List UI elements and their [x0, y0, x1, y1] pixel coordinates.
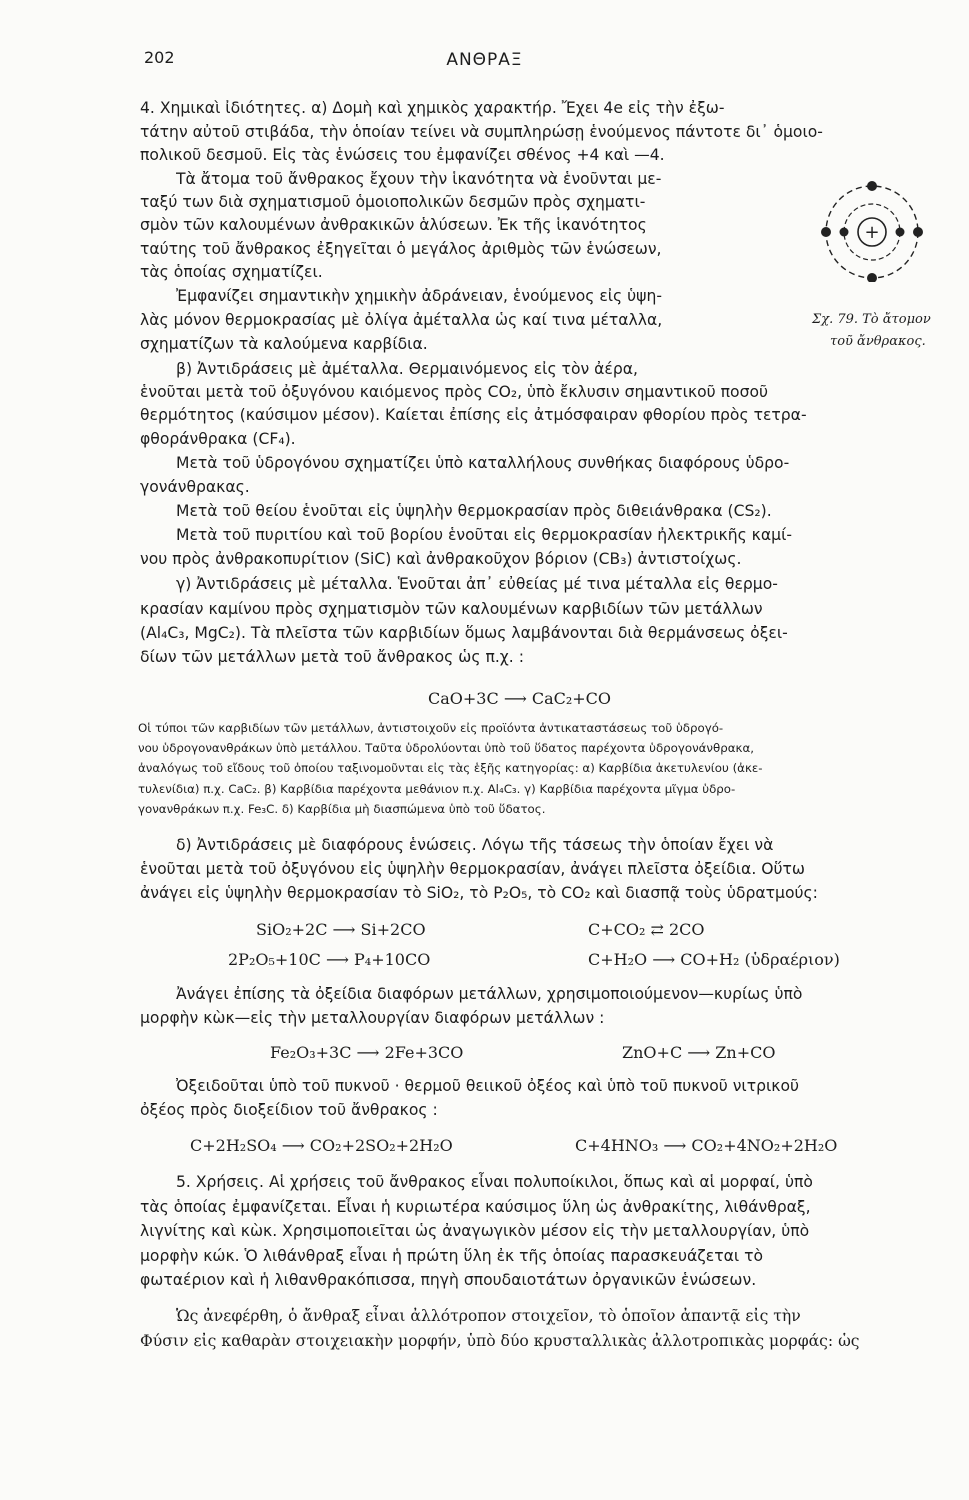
text-line: ταξύ των διὰ σχηματισμοῦ ὁμοιοπολικῶν δεσμῶν πρὸς σχηματι-	[140, 193, 646, 211]
text-line: φωταέριον καὶ ἡ λιθανθρακόπισσα, πηγὴ σπουδαιοτάτων ὀργανικῶν ἑνώσεων.	[140, 1271, 757, 1289]
running-title: ΑΝΘΡΑΞ	[446, 50, 523, 70]
section-heading: δ) Ἀντιδράσεις μὲ διαφόρους ἑνώσεις. Λόγω τῆς τάσεως τὴν ὁποίαν ἔχει νὰ	[176, 836, 774, 854]
text-line: μορφὴν κώκ. Ὁ λιθάνθραξ εἶναι ἡ πρώτη ὕλη ἐκ τῆς ὁποίας παρασκευάζεται τὸ	[140, 1247, 764, 1265]
text-line: γονάνθρακας.	[140, 478, 250, 496]
text-line: ἑνοῦται μετὰ τοῦ ὀξυγόνου καιόμενος πρὸς CO₂, ὑπὸ ἔκλυσιν σημαντικοῦ ποσοῦ	[140, 383, 769, 401]
text-line: Μετὰ τοῦ ὑδρογόνου σχηματίζει ὑπὸ καταλλήλους συνθήκας διαφόρους ὑδρο-	[176, 454, 790, 472]
equation: C+4HNO₃ ⟶ CO₂+4NO₂+2H₂O	[575, 1136, 838, 1155]
text-line: Ὀξειδοῦται ὑπὸ τοῦ πυκνοῦ · θερμοῦ θειικοῦ ὀξέος καὶ ὑπὸ τοῦ πυκνοῦ νιτρικοῦ	[176, 1077, 800, 1095]
text-line: Ἀνάγει ἐπίσης τὰ ὀξείδια διαφόρων μετάλλων, χρησιμοποιούμενον—κυρίως ὑπὸ	[176, 985, 803, 1003]
electron-dot	[867, 273, 877, 282]
text-line: Φύσιν εἰς καθαρὰν στοιχειακὴν μορφήν, ὑπὸ δύο κρυσταλλικὰς ἀλλοτροπικὰς μορφάς: ὡς	[140, 1332, 860, 1350]
figure-caption: Σχ. 79. Τὸ ἄτομον	[812, 312, 931, 327]
note-line: ἀναλόγως τοῦ εἴδους τοῦ ὁποίου ταξινομοῦνται εἰς τὰς ἑξῆς κατηγορίας: α) Καρβίδια ἀκετυλενίου (ἀκε-	[138, 761, 763, 775]
text-line: θερμότητος (καύσιμον μέσον). Καίεται ἐπίσης εἰς ἀτμόσφαιραν φθορίου πρὸς τετρα-	[140, 406, 807, 424]
note-line: γονανθράκων π.χ. Fe₃C. δ) Καρβίδια μὴ διασπώμενα ὑπὸ τοῦ ὕδατος.	[138, 802, 546, 816]
text-line: Μετὰ τοῦ θείου ἑνοῦται εἰς ὑψηλὴν θερμοκρασίαν πρὸς διθειάνθρακα (CS₂).	[176, 502, 772, 520]
text-line: ταύτης τοῦ ἄνθρακος ἐξηγεῖται ὁ μεγάλος ἀριθμὸς τῶν ἑνώσεων,	[140, 240, 662, 258]
note-line: νου ὑδρογονανθράκων ὑπὸ μετάλλου. Ταῦτα ὑδρολύονται ὑπὸ τοῦ ὕδατος παρέχοντα ὑδρογονάνθρακα,	[138, 741, 754, 755]
equation: CaO+3C ⟶ CaC₂+CO	[428, 689, 612, 708]
text-line: Ὡς ἀνεφέρθη, ὁ ἄνθραξ εἶναι ἀλλότροπον στοιχεῖον, τὸ ὁποῖον ἀπαντᾷ εἰς τὴν	[176, 1307, 801, 1325]
text-line: (Al₄C₃, MgC₂). Τὰ πλεῖστα τῶν καρβιδίων ὅμως λαμβάνονται διὰ θερμάνσεως ὀξει-	[140, 624, 788, 642]
electron-dot	[821, 227, 831, 237]
equation: 2P₂O₅+10C ⟶ P₄+10CO	[228, 950, 431, 969]
text-line: φθοράνθρακα (CF₄).	[140, 430, 296, 448]
text-line: πολικοῦ δεσμοῦ. Εἰς τὰς ἑνώσεις του ἐμφανίζει σθένος +4 καὶ —4.	[140, 146, 665, 164]
equation: ZnO+C ⟶ Zn+CO	[622, 1043, 776, 1062]
text-line: λιγνίτης καὶ κὼκ. Χρησιμοποιεῖται ὡς ἀναγωγικὸν μέσον εἰς τὴν μεταλλουργίαν, ὑπὸ	[140, 1222, 810, 1240]
text-line: Μετὰ τοῦ πυριτίου καὶ τοῦ βορίου ἑνοῦται εἰς θερμοκρασίαν ἠλεκτρικῆς καμί-	[176, 526, 792, 544]
text-line: λὰς μόνον θερμοκρασίας μὲ ὀλίγα ἀμέταλλα ὡς καί τινα μέταλλα,	[140, 311, 663, 329]
section-heading: β) Ἀντιδράσεις μὲ ἀμέταλλα. Θερμαινόμενος εἰς τὸν ἀέρα,	[176, 360, 638, 378]
text-line: ὀξέος πρὸς διοξείδιον τοῦ ἄνθρακος :	[140, 1101, 438, 1119]
section-heading: 5. Χρήσεις. Αἱ χρήσεις τοῦ ἄνθρακος εἶναι πολυποίκιλοι, ὅπως καὶ αἱ μορφαί, ὑπὸ	[176, 1173, 813, 1191]
text-line: κρασίαν καμίνου πρὸς σχηματισμὸν τῶν καλουμένων καρβιδίων τῶν μετάλλων	[140, 600, 763, 618]
text-line: σμὸν τῶν καλουμένων ἀνθρακικῶν ἁλύσεων. Ἐκ τῆς ἱκανότητος	[140, 216, 647, 234]
figure-caption: τοῦ ἄνθρακος.	[830, 334, 926, 349]
electron-dot	[896, 228, 905, 237]
electron-dot	[913, 227, 923, 237]
nucleus-symbol: +	[864, 222, 880, 243]
note-line: Οἱ τύποι τῶν καρβιδίων τῶν μετάλλων, ἀντιστοιχοῦν εἰς προϊόντα ἀντικαταστάσεως τοῦ ὑδρογό-	[138, 721, 724, 735]
equation: SiO₂+2C ⟶ Si+2CO	[256, 920, 426, 939]
equation: C+H₂O ⟶ CO+H₂ (ὑδραέριον)	[588, 950, 840, 969]
text-line: μορφὴν κὼκ—εἰς τὴν μεταλλουργίαν διαφόρων μετάλλων :	[140, 1009, 605, 1027]
note-line: τυλενίδια) π.χ. CaC₂. β) Καρβίδια παρέχοντα μεθάνιον π.χ. Al₄C₃. γ) Καρβίδια παρέχοντα μῖγμα ὑδρο-	[138, 782, 736, 796]
text-line: τὰς ὁποίας σχηματίζει.	[140, 263, 323, 281]
page-number: 202	[144, 48, 175, 67]
equation: C+2H₂SO₄ ⟶ CO₂+2SO₂+2H₂O	[190, 1136, 453, 1155]
text-line: Ἐμφανίζει σημαντικὴν χημικὴν ἀδράνειαν, ἑνούμενος εἰς ὑψη-	[176, 287, 662, 305]
text-line: ἀνάγει εἰς ὑψηλὴν θερμοκρασίαν τὸ SiO₂, τὸ P₂O₅, τὸ CO₂ καὶ διασπᾷ τοὺς ὑδρατμούς:	[140, 884, 818, 902]
text-line: δίων τῶν μετάλλων μετὰ τοῦ ἄνθρακος ὡς π.χ. :	[140, 648, 524, 666]
equation: Fe₂O₃+3C ⟶ 2Fe+3CO	[270, 1043, 464, 1062]
text-line: τὰς ὁποίας ἐμφανίζεται. Εἶναι ἡ κυριωτέρα καύσιμος ὕλη ὡς ἀνθρακίτης, λιθάνθραξ,	[140, 1198, 811, 1216]
text-line: Τὰ ἄτομα τοῦ ἄνθρακος ἔχουν τὴν ἱκανότητα νὰ ἑνοῦνται με-	[176, 170, 662, 188]
equation: C+CO₂ ⇄ 2CO	[588, 920, 705, 939]
electron-dot	[867, 181, 877, 191]
text-line: ἑνοῦται μετὰ τοῦ ὀξυγόνου εἰς ὑψηλὴν θερμοκρασίαν, ἀνάγει πλεῖστα ὀξείδια. Οὕτω	[140, 860, 805, 878]
text-line: 4. Χημικαὶ ἰδιότητες. α) Δομὴ καὶ χημικὸς χαρακτήρ. Ἔχει 4e εἰς τὴν ἐξω-	[140, 99, 725, 117]
electron-dot	[840, 228, 849, 237]
text-line: τάτην αὐτοῦ στιβάδα, τὴν ὁποίαν τείνει νὰ συμπληρώσῃ ἑνούμενος πάντοτε δι᾽ ὁμοιο-	[140, 123, 823, 141]
text-line: νου πρὸς ἀνθρακοπυρίτιον (SiC) καὶ ἀνθρακοῦχον βόριον (CB₃) ἀντιστοίχως.	[140, 550, 742, 568]
text-line: σχηματίζων τὰ καλούμενα καρβίδια.	[140, 335, 428, 353]
carbon-atom-figure	[792, 172, 934, 282]
section-heading: γ) Ἀντιδράσεις μὲ μέταλλα. Ἑνοῦται ἀπ᾽ εὐθείας μέ τινα μέταλλα εἰς θερμο-	[176, 575, 778, 593]
